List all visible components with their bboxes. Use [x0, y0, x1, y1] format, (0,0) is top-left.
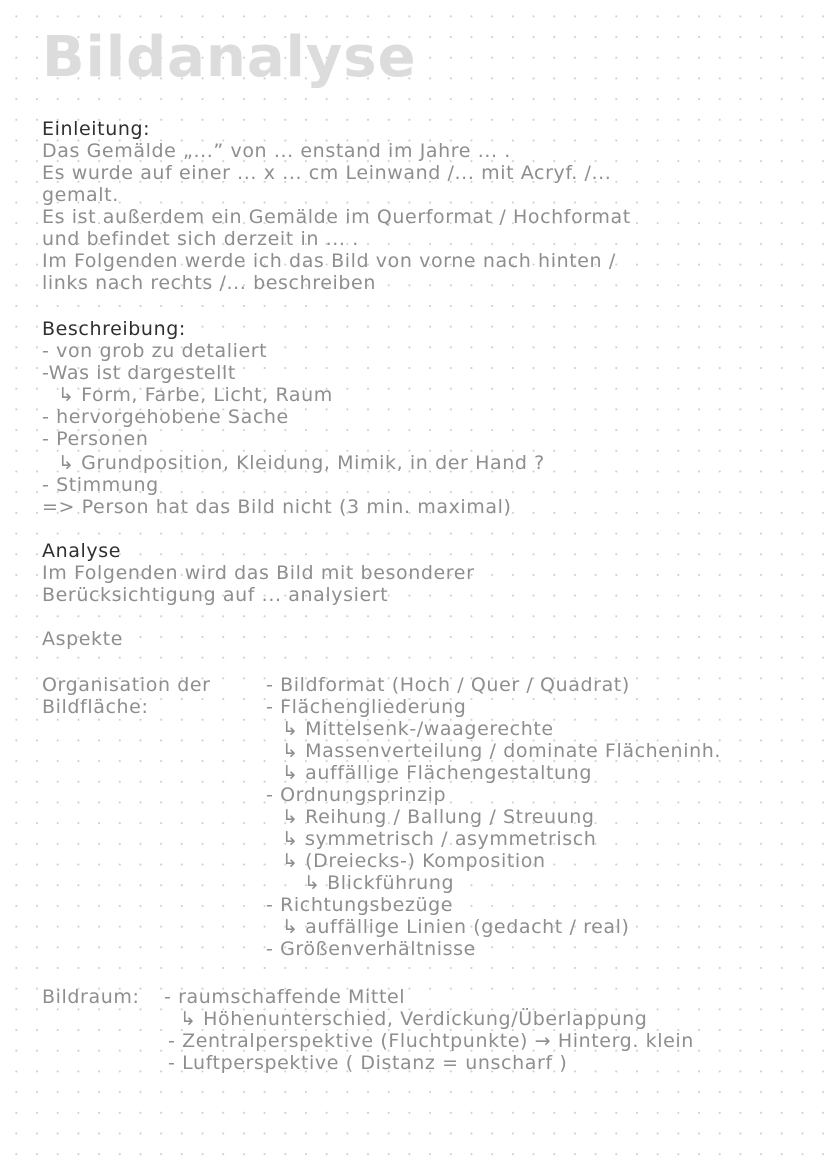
page-title: Bildanalyse	[42, 25, 417, 90]
aspekte-label: Aspekte	[42, 628, 123, 650]
organisation-label: Bildfläche:	[42, 696, 149, 718]
einleitung-line: Es ist außerdem ein Gemälde im Querformat / Hochformat	[42, 206, 631, 228]
organisation-line: - Ordnungsprinzip	[266, 784, 447, 806]
organisation-line: ↳ auffällige Flächengestaltung	[282, 762, 592, 784]
bildraum-line: ↳ Höhenunterschied, Verdickung/Überlappung	[180, 1008, 648, 1030]
beschreibung-line: - Personen	[42, 428, 149, 450]
einleitung-line: links nach rechts /... beschreiben	[42, 272, 376, 294]
organisation-line: ↳ Massenverteilung / dominate Flächeninh.	[282, 740, 721, 762]
einleitung-line: Es wurde auf einer ... x ... cm Leinwand /... mit Acryf. /...	[42, 162, 612, 184]
organisation-line: ↳ auffällige Linien (gedacht / real)	[282, 916, 630, 938]
organisation-line: - Flächengliederung	[266, 696, 467, 718]
beschreibung-line: - von grob zu detaliert	[42, 340, 268, 362]
beschreibung-line: ↳ Grundposition, Kleidung, Mimik, in der Hand ?	[58, 452, 545, 474]
organisation-line: ↳ Mittelsenk-/waagerechte	[282, 718, 554, 740]
einleitung-line: und befindet sich derzeit in ... .	[42, 228, 359, 250]
bildraum-line: - Zentralperspektive (Fluchtpunkte) → Hinterg. klein	[168, 1030, 694, 1052]
organisation-line: ↳ symmetrisch / asymmetrisch	[282, 828, 597, 850]
section-heading-analyse: Analyse	[42, 540, 121, 562]
organisation-line: - Richtungsbezüge	[266, 894, 454, 916]
bildraum-label: Bildraum:	[42, 986, 140, 1008]
beschreibung-line: ↳ Form, Farbe, Licht, Raum	[58, 384, 333, 406]
beschreibung-line: - Stimmung	[42, 474, 159, 496]
bildraum-line: - raumschaffende Mittel	[164, 986, 406, 1008]
einleitung-line: gemalt.	[42, 184, 119, 206]
bildraum-line: - Luftperspektive ( Distanz = unscharf )	[168, 1052, 568, 1074]
beschreibung-line: => Person hat das Bild nicht (3 min. maximal)	[42, 496, 512, 518]
organisation-label: Organisation der	[42, 674, 211, 696]
organisation-line: ↳ Reihung / Ballung / Streuung	[282, 806, 595, 828]
section-heading-beschreibung: Beschreibung:	[42, 318, 186, 340]
organisation-line: ↳ (Dreiecks-) Komposition	[282, 850, 546, 872]
einleitung-line: Das Gemälde „...” von ... enstand im Jahre ... .	[42, 140, 511, 162]
analyse-line: Im Folgenden wird das Bild mit besonderer	[42, 562, 475, 584]
organisation-line: - Größenverhältnisse	[266, 938, 476, 960]
einleitung-line: Im Folgenden werde ich das Bild von vorne nach hinten /	[42, 250, 616, 272]
section-heading-einleitung: Einleitung:	[42, 118, 151, 140]
beschreibung-line: - hervorgehobene Sache	[42, 406, 289, 428]
analyse-line: Berücksichtigung auf ... analysiert	[42, 584, 389, 606]
organisation-line: - Bildformat (Hoch / Quer / Quadrat)	[266, 674, 630, 696]
beschreibung-line: -Was ist dargestellt	[42, 362, 236, 384]
organisation-line: ↳ Blickführung	[304, 872, 455, 894]
